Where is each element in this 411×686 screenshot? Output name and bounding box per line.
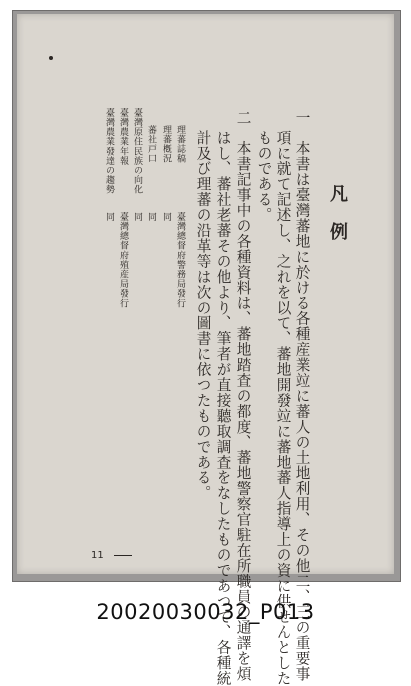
reference-publisher: 同: [132, 212, 142, 222]
reference-name: 蕃社戸口: [146, 125, 156, 164]
reference-publisher: 臺灣總督府殖産局發行: [118, 212, 128, 308]
ink-dot: [49, 56, 53, 60]
reference-name: 臺灣農業年報: [118, 108, 128, 166]
page-number: 11: [91, 550, 104, 561]
reference-name: 理蕃誌稿: [175, 125, 185, 164]
text-column-4: 二 本書記事中の各種資料は、蕃地踏査の都度、蕃地警察官駐在所職員の通譯を煩: [234, 110, 252, 682]
text-column-3: ものである。: [255, 130, 273, 223]
reference-publisher: 同: [161, 212, 171, 222]
reference-name: 臺灣原住民族の向化: [132, 108, 142, 195]
text-column-2: 項に就て記述し、之れを以て、蕃地開發竝に蕃地蕃人指導上の資に供せんとした: [274, 130, 292, 686]
reference-publisher: 臺灣總督府警務局發行: [175, 212, 185, 308]
reference-name: 臺灣農業發達の趨勢: [104, 108, 114, 195]
text-column-1: 一 本書は臺灣蕃地に於ける各種産業竝に蕃人の土地利用、その他二、三の重要事: [293, 110, 311, 682]
text-column-6: 計及び理蕃の沿革等は次の圖書に依つたものである。: [194, 130, 212, 501]
image-caption: 20020030032_P013: [96, 600, 315, 624]
page-number-rule: [114, 555, 132, 556]
reference-publisher: 同: [146, 212, 156, 222]
text-column-5: はし、蕃社老蕃その他より、筆者が直接聽取調査をなしたものであつて、各種統: [214, 130, 232, 686]
reference-publisher: 同: [104, 212, 114, 222]
reference-name: 理蕃槪況: [161, 125, 171, 164]
page-title: 凡例: [327, 184, 348, 260]
